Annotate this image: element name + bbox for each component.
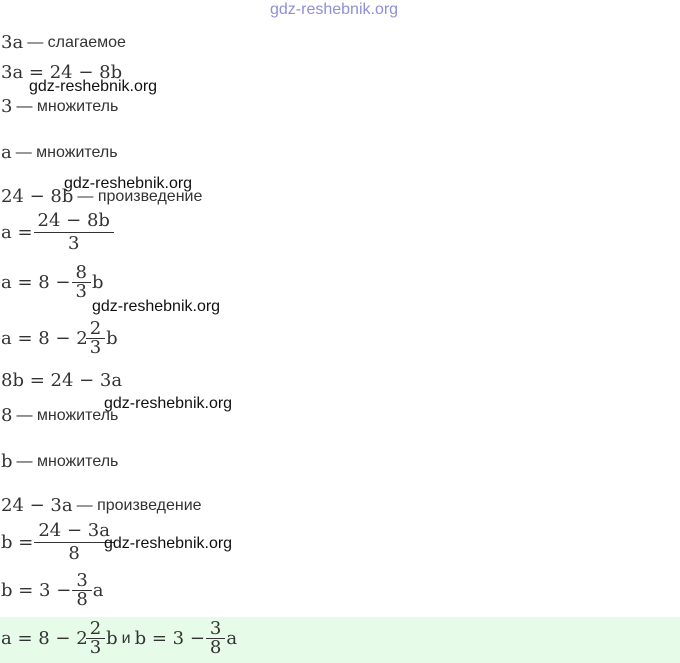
text: — произведение [77, 187, 203, 205]
math: 24 − 8b [1, 186, 74, 207]
math: a = 8 − 2 [1, 328, 88, 349]
text: — множитель [16, 97, 119, 115]
text: — множитель [16, 452, 119, 470]
denominator: 8 [34, 542, 114, 565]
line-10 [1, 405, 118, 426]
math: b = [1, 532, 34, 553]
conjunction: и [121, 629, 131, 647]
math: 3 [1, 96, 13, 117]
numerator: 2 [89, 318, 102, 339]
denominator: 3 [34, 232, 114, 255]
fraction [36, 210, 112, 255]
fraction [36, 520, 112, 565]
math: b [106, 628, 118, 649]
watermark: gdz-reshebnik.org [29, 78, 158, 95]
denominator: 3 [86, 638, 105, 657]
denominator: 3 [72, 282, 91, 301]
denominator: 8 [206, 638, 225, 657]
math: 8 [1, 405, 13, 426]
line-11 [1, 451, 118, 472]
text: — слагаемое [27, 33, 126, 51]
fraction [88, 620, 103, 657]
line-4 [1, 142, 118, 163]
line-1 [1, 32, 126, 53]
answer-line [1, 620, 237, 657]
numerator: 2 [89, 618, 102, 639]
numerator: 8 [75, 262, 87, 283]
watermark: gdz-reshebnik.org [92, 298, 221, 315]
math: b = 3 − [1, 580, 72, 601]
line-7 [1, 264, 104, 301]
line-8 [1, 320, 118, 357]
line-6 [1, 210, 115, 255]
fraction [208, 620, 223, 657]
line-14 [1, 572, 104, 609]
text: — произведение [76, 496, 202, 514]
line-3 [1, 96, 118, 117]
watermark: gdz-reshebnik.org [104, 535, 233, 552]
math: 3a [1, 32, 24, 53]
math: b [106, 328, 118, 349]
watermark-top: gdz-reshebnik.org [270, 1, 399, 18]
fraction [88, 320, 103, 357]
line-12 [1, 495, 202, 516]
line-13 [1, 520, 115, 565]
watermark: gdz-reshebnik.org [104, 395, 233, 412]
math: 24 − 3a [1, 495, 73, 516]
math: b = 3 − [134, 628, 205, 649]
math: 3a = 24 − 8b [1, 62, 123, 83]
math: b [1, 451, 13, 472]
text: — множитель [16, 406, 119, 424]
fraction [74, 572, 89, 609]
math: a = 8 − [1, 272, 71, 293]
math: a [92, 580, 104, 601]
denominator: 3 [86, 338, 105, 357]
numerator: 3 [76, 570, 88, 591]
numerator: 3 [209, 618, 222, 639]
math: a = [1, 222, 33, 243]
watermark: gdz-reshebnik.org [64, 175, 193, 192]
fraction [74, 264, 89, 301]
denominator: 8 [72, 590, 91, 609]
numerator: 24 − 8b [37, 210, 110, 231]
line-9 [1, 370, 122, 391]
math: a = 8 − 2 [1, 628, 88, 649]
numerator: 24 − 3a [38, 520, 110, 541]
math: a [226, 628, 238, 649]
math: 8b = 24 − 3a [1, 370, 123, 391]
text: — множитель [15, 143, 118, 161]
math: a [1, 142, 12, 163]
math: b [91, 272, 104, 293]
